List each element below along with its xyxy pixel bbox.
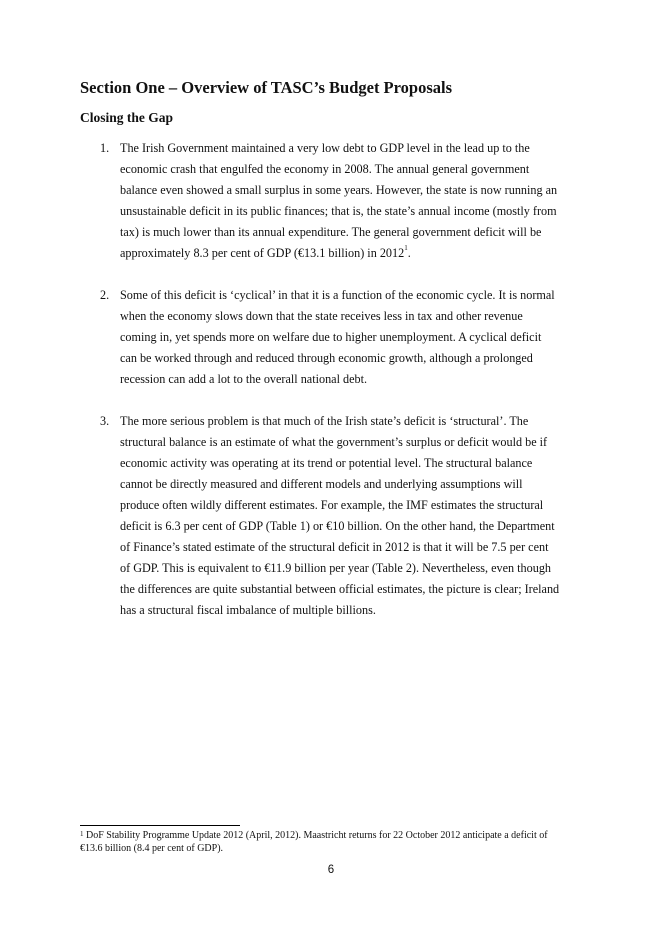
paragraph-line: recession can add a lot to the overall national debt.	[120, 372, 368, 386]
footnote-line: €13.6 billion (8.4 per cent of GDP).	[80, 843, 224, 854]
paragraph-line: cannot be directly measured and different models and underlying assumptions will	[120, 477, 523, 491]
paragraph-line: tax) is much lower than its annual expenditure. The general government deficit will be	[120, 225, 542, 239]
paragraph-line: coming in, yet spends more on welfare due to higher unemployment. A cyclical deficit	[120, 330, 542, 344]
footnote-marker: 1	[80, 830, 84, 838]
paragraph-line: can be worked through and reduced through economic growth, although a prolonged	[120, 351, 533, 365]
footnote-text: DoF Stability Programme Update 2012 (April, 2012). Maastricht returns for 22 October 2012 anticipate a deficit of	[83, 830, 548, 841]
paragraph-line: Some of this deficit is ‘cyclical’ in that it is a function of the economic cycle. It is normal	[120, 288, 555, 302]
paragraph-line: economic activity was operating at its trend or potential level. The structural balance	[120, 456, 533, 470]
footnote-reference[interactable]: 1	[404, 244, 408, 252]
list-number: 1.	[100, 141, 110, 155]
paragraph-line: deficit is 6.3 per cent of GDP (Table 1) or €10 billion. On the other hand, the Department	[120, 519, 555, 533]
paragraph-line: balance even showed a small surplus in some years. However, the state is now running an	[120, 183, 558, 197]
list-item-3	[80, 411, 570, 621]
paragraph-line: economic crash that engulfed the economy in 2008. The annual general government	[120, 162, 530, 176]
paragraph-line: The more serious problem is that much of the Irish state’s deficit is ‘structural’. The	[120, 414, 529, 428]
page-number: 6	[327, 864, 335, 876]
paragraph-line: The Irish Government maintained a very low debt to GDP level in the lead up to the	[120, 141, 530, 155]
paragraph-line: of GDP. This is equivalent to €11.9 billion per year (Table 2). Nevertheless, even though	[120, 561, 552, 575]
list-item-2	[80, 285, 570, 390]
paragraph-line: when the economy slows down that the state receives less in tax and other revenue	[120, 309, 523, 323]
footnote-separator	[80, 825, 240, 826]
subsection-title: Closing the Gap	[80, 110, 174, 125]
paragraph-text: approximately 8.3 per cent of GDP (€13.1 billion) in 2012	[120, 246, 405, 260]
paragraph-line-last	[80, 243, 570, 264]
section-title: Section One – Overview of TASC’s Budget Proposals	[80, 78, 453, 97]
paragraph-line: structural balance is an estimate of what the government’s surplus or deficit would be if	[120, 435, 548, 449]
paragraph-line: produce often wildly different estimates. For example, the IMF estimates the structural	[120, 498, 544, 512]
footnote	[80, 829, 580, 855]
list-item-1	[80, 138, 570, 264]
paragraph-text: .	[407, 246, 411, 260]
list-number: 2.	[100, 288, 110, 302]
paragraph-line: has a structural fiscal imbalance of multiple billions.	[120, 603, 376, 617]
footnote-line	[80, 829, 580, 842]
paragraph-line: of Finance’s stated estimate of the structural deficit in 2012 is that it will be 7.5 per cent	[120, 540, 549, 554]
list-number: 3.	[100, 414, 110, 428]
paragraph-line: unsustainable deficit in its public finances; that is, the state’s annual income (mostly from	[120, 204, 557, 218]
paragraph-line: the differences are quite substantial between official estimates, the picture is clear; Ireland	[120, 582, 560, 596]
